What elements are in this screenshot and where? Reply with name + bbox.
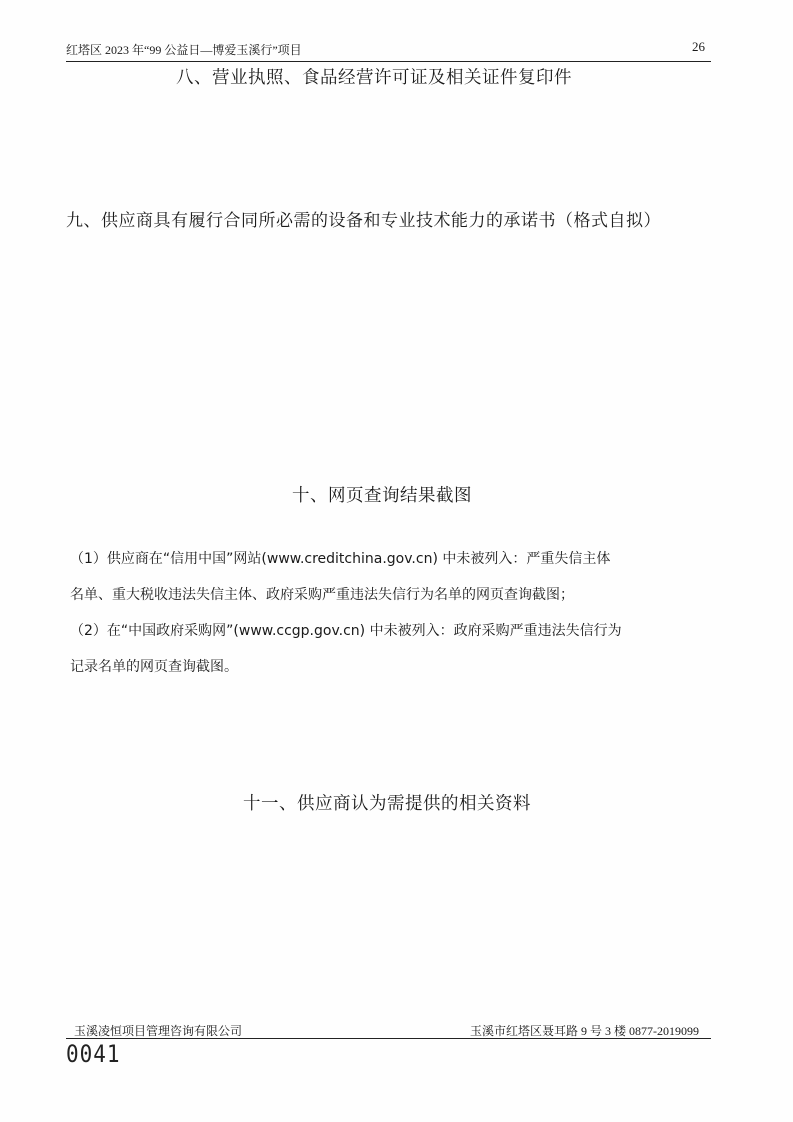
section-8-heading: 八、营业执照、食品经营许可证及相关证件复印件: [176, 68, 572, 88]
page-header: [66, 39, 711, 62]
item-2-line-2: 记录名单的网页查询截图。: [70, 659, 238, 675]
section-10-item-1: [70, 541, 720, 613]
item-1-line-2: 名单、重大税收违法失信主体、政府采购严重违法失信行为名单的网页查询截图；: [70, 587, 574, 603]
page-number: 26: [692, 39, 705, 54]
section-9-heading: 九、供应商具有履行合同所必需的设备和专业技术能力的承诺书（格式自拟）: [66, 211, 661, 231]
item-2-line-1: （2）在“中国政府采购网”(www.ccgp.gov.cn) 中未被列入：政府采购严重违法失信行为: [70, 623, 622, 639]
footer-address: 玉溪市红塔区聂耳路 9 号 3 楼 0877-2019099: [470, 1024, 699, 1038]
page-footer: [66, 1022, 711, 1039]
section-11-heading: 十一、供应商认为需提供的相关资料: [243, 794, 531, 814]
page-stamp-number: 0041: [66, 1040, 121, 1068]
section-10-heading: 十、网页查询结果截图: [292, 486, 472, 506]
section-10-item-2: [70, 613, 720, 685]
footer-company: 玉溪凌恒项目管理咨询有限公司: [74, 1024, 243, 1038]
header-title: 红塔区 2023 年“99 公益日—博爱玉溪行”项目: [66, 43, 302, 57]
item-1-line-1: （1）供应商在“信用中国”网站(www.creditchina.gov.cn) 中未被列入：严重失信主体: [70, 551, 611, 567]
